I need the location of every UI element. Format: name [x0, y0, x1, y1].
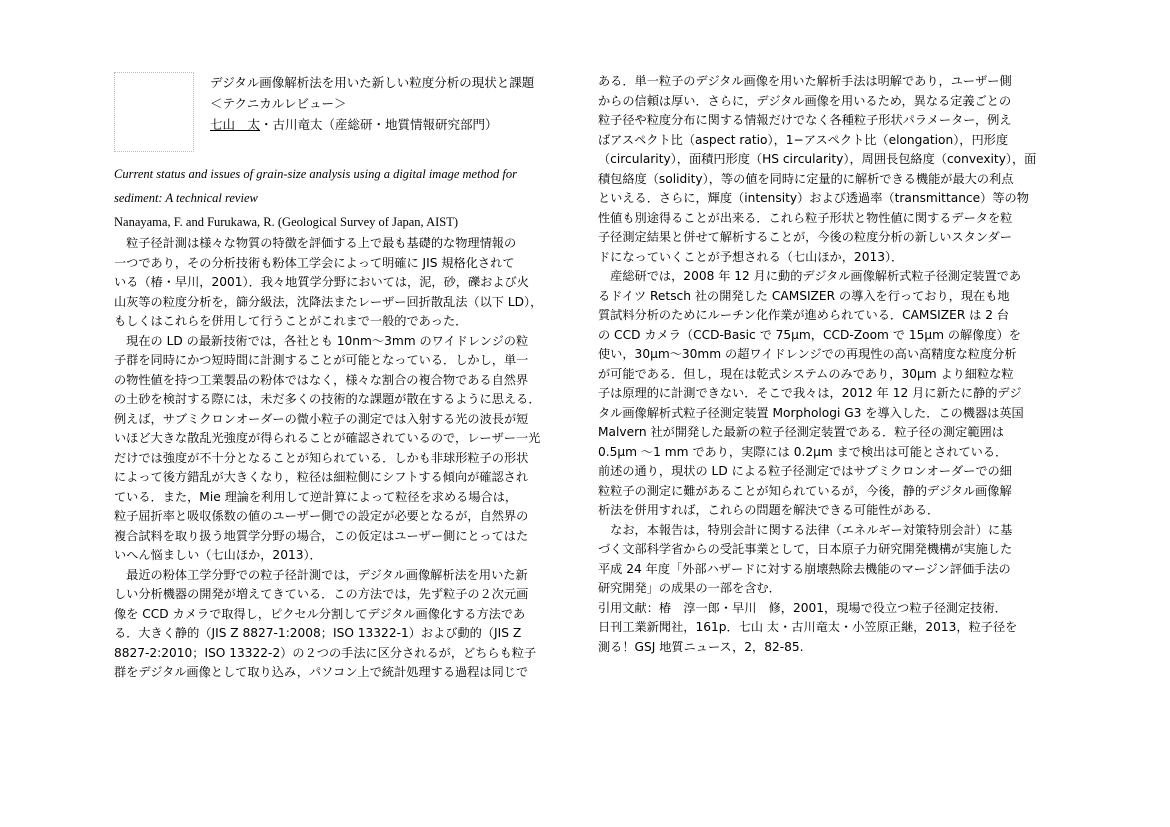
text-line: ある．単一粒子のデジタル画像を用いた解析手法は明解であり，ユーザー側 — [598, 74, 1012, 88]
english-title-line-2: sediment: A technical review — [114, 191, 258, 205]
text-line: 子径測定結果と併せて解析することが，今後の粒度分析の新しいスタンダー — [598, 230, 1012, 244]
text-line: づく文部科学省からの受託事業として，日本原子力研究開発機構が実施した — [598, 542, 1013, 556]
text-line: によって後方錯乱が大きくなり，粒径は細粒側にシフトする傾向が確認され — [114, 470, 529, 484]
text-line: ドになっていくことが予想される（七山ほか，2013）． — [598, 249, 904, 264]
text-line: の土砂を検討する際には，未だ多くの技術的な課題が散在するように思える． — [114, 392, 541, 406]
text-line: 産総研では，2008 年 12 月に動的デジタル画像解析式粒子径測定装置であ — [598, 269, 1022, 283]
text-line: 現在の LD の最新技術では，各社とも 10nm〜3mm のワイドレンジの粒 — [114, 333, 529, 348]
authors-rest: ・古川竜太（産総研・地質情報研究部門） — [260, 117, 498, 132]
text-line: からの信頼は厚い．さらに，デジタル画像を用いるため，異なる定義ごとの — [598, 93, 1012, 108]
text-line: 粒子径計測は様々な物質の特徴を評価する上で最も基礎的な物理情報の — [114, 236, 517, 250]
text-line: Malvern 社が開発した最新の粒子径測定装置である．粒子径の測定範囲は — [598, 425, 1004, 439]
text-line: ている．また，Mie 理論を利用して逆計算によって粒径を求める場合は， — [114, 489, 518, 504]
text-line: 像を CCD カメラで取得し，ピクセル分割してデジタル画像化する方法であ — [114, 606, 526, 621]
left-column — [114, 72, 570, 683]
text-line: タル画像解析式粒子径測定装置 Morphologi G3 を導入した．この機器は英国 — [598, 405, 1024, 420]
english-authors: Nanayama, F. and Furukawa, R. (Geological Survey of Japan, AIST) — [114, 215, 459, 229]
text-line: もしくはこれらを併用して行うことがこれまで一般的であった． — [114, 314, 468, 328]
text-line: 0.5μm 〜1 mm であり，実際には 0.2μm まで検出は可能とされている． — [598, 444, 1008, 459]
figure-placeholder — [114, 72, 194, 152]
text-line: るドイツ Retsch 社の開発した CAMSIZER の導入を行っており，現在も地 — [598, 288, 1010, 303]
text-line: 子群を同時にかつ短時間に計測することが可能となっている．しかし，単一 — [114, 353, 529, 367]
text-line: 一つであり，その分析技術も粉体工学会によって明確に JIS 規格化されて — [114, 255, 515, 270]
right-column — [598, 72, 1054, 657]
text-line: 粒子屈折率と吸収係数の値のユーザー側での設定が必要となるが，自然界の — [114, 509, 529, 523]
text-line: ばアスペクト比（aspect ratio），1−アスペクト比（elongation），円形度 — [598, 132, 1009, 147]
text-line: 群をデジタル画像として取り込み，パソコン上で統計処理する過程は同じで — [114, 665, 529, 679]
text-line: 引用文献：椿 淳一郎・早川 修，2001，現場で役立つ粒子径測定技術． — [598, 600, 1007, 615]
text-line: 例えば，サブミクロンオーダーの微小粒子の測定では入射する光の波長が短 — [114, 411, 529, 426]
japanese-title-block — [210, 72, 580, 135]
text-line: 山灰等の粒度分析を，篩分級法，沈降法またレーザー回折散乱法（以下 LD）， — [114, 294, 543, 309]
text-line: いへん悩ましい（七山ほか，2013）． — [114, 548, 322, 562]
header — [114, 72, 570, 162]
english-title-line-1: Current status and issues of grain-size analysis using a digital image method for — [114, 167, 518, 181]
text-line: る．大きく静的（JIS Z 8827-1:2008；ISO 13322-1）および動的（JIS Z — [114, 626, 522, 640]
left-body-text — [114, 234, 570, 683]
text-line: 平成 24 年度「外部ハザードに対する崩壊熱除去機能のマージン評価手法の — [598, 561, 1011, 576]
text-line: 積包絡度（solidity），等の値を同時に定量的に解析できる機能が最大の利点 — [598, 171, 1014, 186]
text-line: 粒粒子の測定に難があることが知られているが，今後，静的デジタル画像解 — [598, 483, 1012, 498]
right-body-text — [598, 72, 1054, 657]
title-line-1: デジタル画像解析法を用いた新しい粒度分析の現状と課題 — [210, 75, 535, 90]
text-line: の物性値を持つ工業製品の粉体ではなく，様々な割合の複合物である自然界 — [114, 372, 529, 387]
text-line: の CCD カメラ（CCD-Basic で 75μm，CCD-Zoom で 15μm の解像度）を — [598, 327, 1021, 342]
authors-jp — [210, 114, 580, 135]
text-line: 析法を併用すれば，これらの問題を解決できる可能性がある． — [598, 503, 940, 517]
text-line: 性値も別途得ることが出来る．これら粒子形状と物性値に関するデータを粒 — [598, 210, 1013, 225]
text-line: が可能である．但し，現在は乾式システムのみであり，30μm より細粒な粒 — [598, 366, 1014, 381]
text-line: しい分析機器の開発が増えてきている．この方法では，先ず粒子の２次元画 — [114, 587, 529, 601]
text-line: 子は原理的に計測できない．そこで我々は，2012 年 12 月に新たに静的デジ — [598, 386, 1022, 400]
text-line: 質試料分析のためにルーチン化作業が進められている．CAMSIZER は 2 台 — [598, 308, 1010, 322]
text-line: 使い，30μm〜30mm の超ワイドレンジでの再現性の高い高精度な粒度分析 — [598, 347, 1017, 361]
text-line: だけでは強度が不十分となることが知られている．しかも非球形粒子の形状 — [114, 450, 529, 465]
text-line: 研究開発」の成果の一部を含む． — [598, 581, 781, 595]
text-line: 複合試料を取り扱う地質学分野の場合，この仮定はユーザー側にとってはた — [114, 528, 529, 543]
title-line-2: ＜テクニカルレビュー＞ — [210, 96, 347, 111]
text-line: なお，本報告は，特別会計に関する法律（エネルギー対策特別会計）に基 — [598, 522, 1013, 537]
first-author: 七山 太 — [210, 117, 261, 132]
text-line: といえる．さらに，輝度（intensity）および透過率（transmittance）等の物 — [598, 191, 1029, 205]
text-line: 最近の粉体工学分野での粒子径計測では，デジタル画像解析法を用いた新 — [114, 567, 528, 582]
text-line: 粒子径や粒度分布に関する情報だけでなく各種粒子形状パラメーター，例え — [598, 113, 1012, 127]
text-line: いる（椿・早川，2001）．我々地質学分野においては，泥，砂，礫および火 — [114, 275, 529, 289]
english-title — [114, 162, 570, 210]
text-line: （circularity），面積円形度（HS circularity），周囲長包絡度（convexity），面 — [598, 152, 1037, 166]
text-line: 8827-2:2010；ISO 13322-2）の２つの手法に区分されるが，どちらも粒子 — [114, 645, 537, 660]
text-line: 測る！GSJ 地質ニュース，2，82-85. — [598, 639, 804, 654]
text-line: いほど大きな散乱光強度が得られることが確認されているので，レーザー一光 — [114, 431, 541, 445]
text-line: 日刊工業新聞社，161p．七山 太・古川竜太・小笠原正継，2013，粒子径を — [598, 620, 1018, 634]
text-line: 前述の通り，現状の LD による粒子径測定ではサブミクロンオーダーでの細 — [598, 464, 1012, 478]
